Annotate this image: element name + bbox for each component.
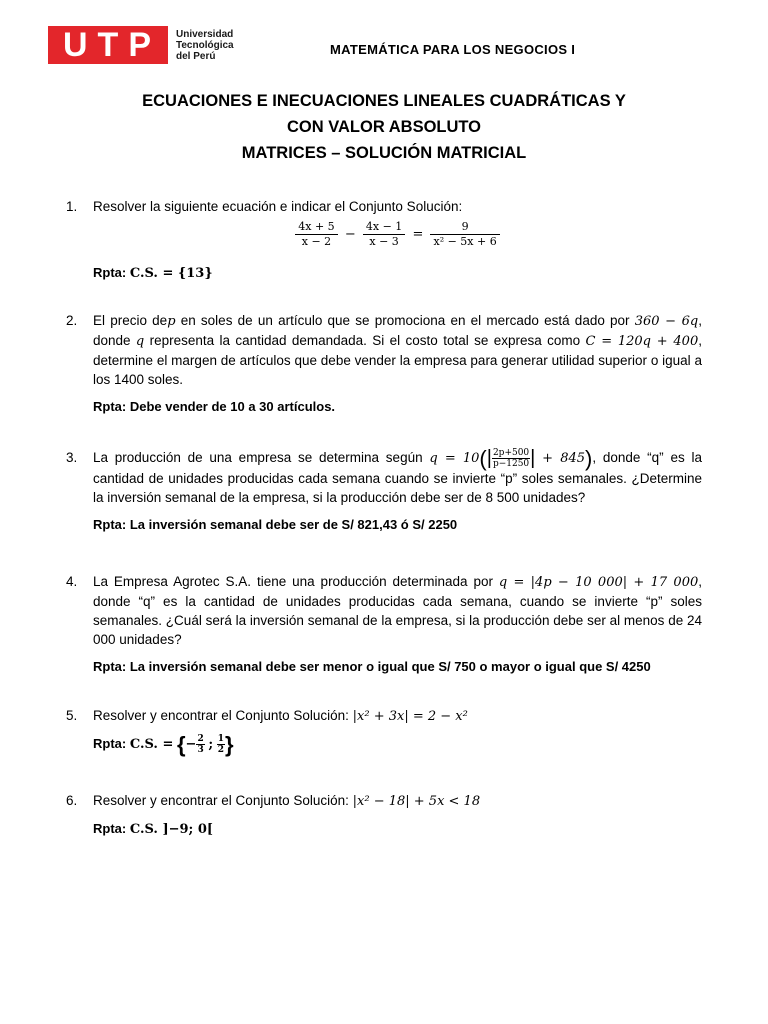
utp-logo bbox=[48, 26, 234, 64]
problem-5 bbox=[66, 706, 702, 758]
numerator: 4x − 1 bbox=[363, 220, 405, 235]
course-name: MATEMÁTICA PARA LOS NEGOCIOS I bbox=[330, 42, 576, 57]
paren-close: ) bbox=[585, 446, 593, 471]
math-run: 360 − 6q bbox=[634, 314, 699, 329]
text-run: , donde “q” es la cantidad de unidades producidas cada semana cuando se invierte “p” soles semanales. ¿Determine la inversión semanal de la empresa, si la producción debe ser de 8 500 unidades? bbox=[93, 450, 702, 505]
problem-text bbox=[93, 572, 702, 649]
numerator: 2p+500 bbox=[492, 448, 530, 458]
denominator: x − 2 bbox=[301, 235, 332, 248]
text-run: El precio de bbox=[93, 313, 168, 328]
problem-text bbox=[93, 311, 702, 389]
problem-text bbox=[93, 706, 702, 726]
answer bbox=[93, 819, 702, 839]
fraction bbox=[363, 220, 405, 249]
math-run: + 845 bbox=[542, 451, 586, 467]
problem-4 bbox=[66, 572, 702, 676]
math-run: |x² + 3x| = 2 − x² bbox=[352, 709, 468, 724]
title-line-2: CON VALOR ABSOLUTO bbox=[286, 118, 482, 136]
numerator: 9 bbox=[430, 220, 499, 235]
math-run: p bbox=[167, 314, 176, 329]
fraction bbox=[492, 448, 530, 469]
text-run: La Empresa Agrotec S.A. tiene una producción determinada por bbox=[93, 574, 499, 589]
abs-bar: | bbox=[530, 447, 536, 469]
answer-label: Rpta: bbox=[93, 265, 127, 280]
problem-number: 3. bbox=[66, 450, 78, 465]
answer-math: C.S. ]−9; 0[ bbox=[129, 822, 214, 837]
problem-text bbox=[93, 448, 702, 507]
text-run: , donde “q” es la cantidad de unidades producidas cada semana, cuando se invierte “p” soles semanales. ¿Cuál será la inversión semanal de la empresa, si la producción debe ser al menos de 24 000 unidades? bbox=[93, 574, 702, 647]
text-run: Resolver y encontrar el Conjunto Solución: bbox=[93, 708, 353, 723]
answer bbox=[93, 263, 702, 283]
problem-text bbox=[93, 791, 702, 811]
problem-6 bbox=[66, 791, 702, 839]
logo-wordmark bbox=[176, 29, 234, 62]
text-run: , determine el margen de artículos que debe vender la empresa para generar utilidad superior o igual a los 1400 soles. bbox=[93, 333, 702, 387]
abs-bar: | bbox=[486, 447, 492, 469]
text-run: Resolver y encontrar el Conjunto Solución: bbox=[93, 793, 353, 808]
answer bbox=[93, 732, 702, 758]
denominator: 3 bbox=[197, 745, 204, 756]
answer-label: Rpta: bbox=[93, 821, 127, 836]
fraction bbox=[217, 734, 225, 755]
logo-line-2: Tecnológica bbox=[176, 39, 234, 51]
numerator: 4x + 5 bbox=[295, 220, 337, 235]
problem-number: 6. bbox=[66, 793, 78, 808]
page-header bbox=[48, 26, 728, 66]
fraction bbox=[430, 220, 499, 249]
text-run: representa la cantidad demandada. Si el costo total se expresa como bbox=[144, 333, 586, 348]
text-run: , donde bbox=[93, 313, 702, 348]
math-run: q = 10 bbox=[429, 451, 480, 467]
problem-number: 5. bbox=[66, 708, 78, 723]
problem-2 bbox=[66, 311, 702, 416]
logo-line-3: del Perú bbox=[176, 50, 216, 62]
answer: Rpta: La inversión semanal debe ser de S/ 821,43 ó S/ 2250 bbox=[93, 517, 458, 532]
answer-label: Rpta: bbox=[93, 736, 127, 751]
title-line-1: ECUACIONES E INECUACIONES LINEALES CUADRÁTICAS Y bbox=[142, 92, 626, 110]
denominator: p−1250 bbox=[492, 459, 530, 469]
answer-math: C.S. = {13} bbox=[129, 266, 213, 281]
math-run: q bbox=[135, 334, 145, 349]
math-run: |x² − 18| + 5x < 18 bbox=[352, 794, 481, 809]
title-line-3: MATRICES – SOLUCIÓN MATRICIAL bbox=[241, 144, 527, 162]
denominator: 2 bbox=[217, 745, 225, 756]
answer: Rpta: La inversión semanal debe ser menor o igual que S/ 750 o mayor o igual que S/ 4250 bbox=[93, 659, 651, 674]
math-run: C = 120q + 400 bbox=[585, 334, 699, 349]
problem-number: 1. bbox=[66, 199, 78, 214]
fraction bbox=[295, 220, 337, 249]
logo-letters: UTP bbox=[63, 26, 161, 64]
problem-text: Resolver la siguiente ecuación e indicar el Conjunto Solución: bbox=[93, 199, 463, 214]
problem-number: 4. bbox=[66, 574, 78, 589]
minus-sign: − bbox=[185, 737, 197, 752]
document-title bbox=[0, 88, 768, 166]
problem-number: 2. bbox=[66, 313, 78, 328]
brace-open: { bbox=[176, 732, 186, 758]
denominator: x² − 5x + 6 bbox=[433, 235, 497, 248]
separator: ; bbox=[208, 737, 214, 752]
problem-1 bbox=[66, 197, 702, 283]
problem-3 bbox=[66, 448, 702, 534]
text-run: La producción de una empresa se determina según bbox=[93, 450, 430, 466]
brace-close: } bbox=[225, 732, 234, 758]
equation bbox=[93, 220, 702, 249]
operator: = bbox=[412, 227, 424, 242]
numerator: 1 bbox=[217, 734, 225, 745]
operator: − bbox=[344, 227, 356, 242]
answer-math: C.S. = bbox=[129, 737, 174, 752]
fraction bbox=[196, 734, 204, 755]
math-run: q = |4p − 10 000| + 17 000 bbox=[498, 575, 699, 590]
text-run: en soles de un artículo que se promociona en el mercado está dado por bbox=[175, 313, 635, 328]
logo-mark bbox=[48, 26, 168, 64]
answer: Rpta: Debe vender de 10 a 30 artículos. bbox=[93, 399, 336, 414]
logo-line-1: Universidad bbox=[176, 28, 234, 40]
denominator: x − 3 bbox=[369, 235, 399, 248]
paren-open: ( bbox=[479, 446, 487, 471]
numerator: 2 bbox=[197, 734, 204, 745]
